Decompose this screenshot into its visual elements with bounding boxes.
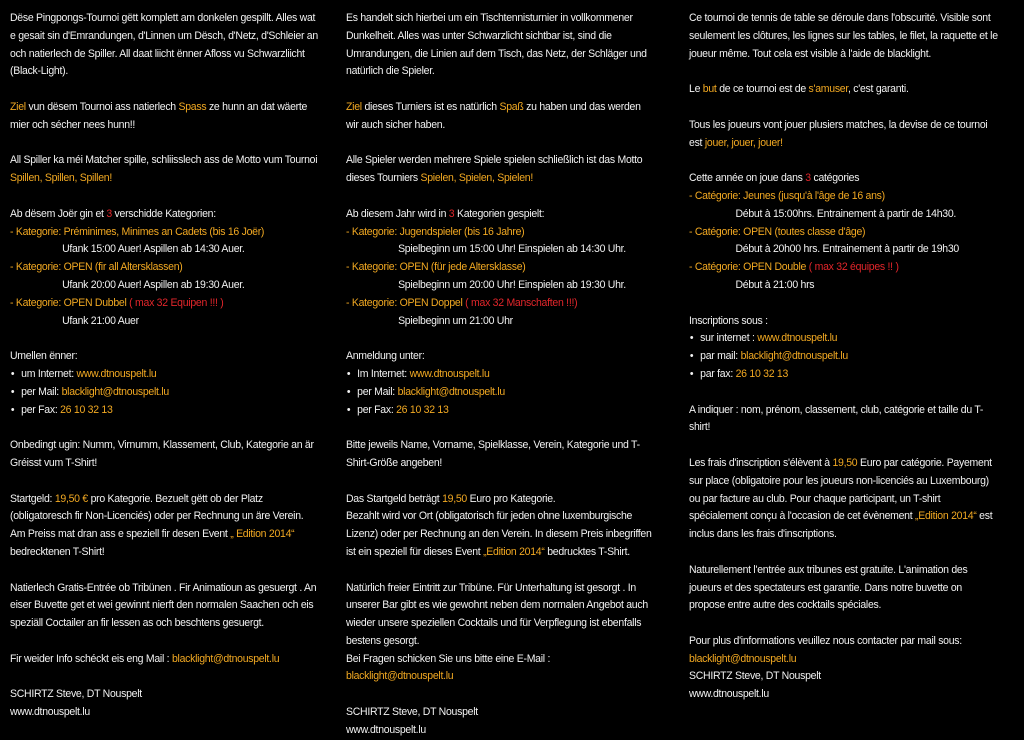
fee-text: Les frais d'inscription s'élèvent à 19,50 Euro par catégorie. Payement sur place (obligatoire pour les joueurs non-licenciés au Luxembourg) ou par facture au club. Pour chaque participant, un T-shirt spécialement conçu à l'occasion de cet évènement „Edition 2014“ est inclus dans les frais d'inscriptions.	[689, 456, 993, 541]
column-german	[346, 10, 655, 740]
signature: SCHIRTZ Steve, DT Nouspelt	[689, 670, 821, 683]
list-item: • per Fax: 26 10 32 13	[346, 402, 655, 420]
email-link[interactable]: blacklight@dtnouspelt.lu	[171, 652, 280, 665]
website-text[interactable]: www.dtnouspelt.lu	[346, 723, 426, 736]
required-info-text: Onbedingt ugin: Numm, Virnumm, Klassement, Club, Kategorie an är Gréisst vum T-Shirt!	[10, 439, 314, 469]
intro-text: Es handelt sich hierbei um ein Tischtennisturnier in vollkommener Dunkelheit. Alles was unter Schwarzlicht sichtbar ist, sind die Umrandungen, die Linien auf dem Tisch, das Netz, der Schläger und natürlich die Spieler.	[346, 12, 647, 78]
email-link[interactable]: blacklight@dtnouspelt.lu	[397, 385, 505, 398]
required-info-text: Bitte jeweils Name, Vorname, Spielklasse, Verein, Kategorie und T-Shirt-Größe angeben!	[346, 439, 640, 469]
category-1-time: Début à 15:00hrs. Entrainement à partir de 14h30.	[735, 207, 957, 220]
signature: SCHIRTZ Steve, DT Nouspelt	[346, 706, 478, 719]
fax-number: 26 10 32 13	[396, 403, 449, 416]
motto-text: Alle Spieler werden mehrere Spiele spielen schließlich ist das Motto dieses Tourniers Spielen, Spielen, Spielen!	[346, 154, 643, 185]
category-1-time: Spielbeginn um 15:00 Uhr! Einspielen ab 14:30 Uhr.	[398, 243, 626, 256]
list-item: • sur internet : www.dtnouspelt.lu	[689, 330, 998, 348]
registration-list	[689, 330, 998, 383]
categories-heading: Ab diesem Jahr wird in 3 Kategorien gespielt:	[346, 207, 545, 220]
intro-text: Ce tournoi de tennis de table se déroule dans l'obscurité. Visible sont seulement les clôtures, les lignes sur les tables, le filet, la raquette et le joueur même. Tout cela est visible à l'aide de blacklight.	[689, 12, 998, 60]
website-link[interactable]: www.dtnouspelt.lu	[757, 332, 838, 345]
fax-number: 26 10 32 13	[735, 367, 789, 380]
website-text[interactable]: www.dtnouspelt.lu	[689, 688, 769, 701]
goal-text: Ziel vun dësem Tournoi ass natierlech Spass ze hunn an dat wäerte mier och sécher nees hunn!!	[10, 100, 308, 131]
registration-list	[10, 366, 319, 419]
fax-number: 26 10 32 13	[60, 403, 113, 416]
category-2-time: Spielbeginn um 20:00 Uhr! Einspielen ab 19:30 Uhr.	[398, 278, 626, 291]
list-item: • per Mail: blacklight@dtnouspelt.lu	[346, 384, 655, 402]
motto-text: Tous les joueurs vont jouer plusiers matches, la devise de ce tournoi est jouer, jouer, jouer!	[689, 118, 988, 149]
category-2: - Kategorie: OPEN (fir all Altersklassen)	[10, 261, 183, 274]
category-3-time: Ufank 21:00 Auer	[62, 314, 139, 327]
category-2-time: Ufank 20:00 Auer! Aspillen ab 19:30 Auer.	[62, 278, 245, 291]
free-entry-text: Natierlech Gratis-Entrée ob Tribünen . Fir Animatioun as gesuergt . An eiser Buvette get et wei gewinnt nierft den normalen Saachen och eis speziäll Coctailer an fir lessen as och beschtens gesuergt.	[10, 581, 317, 630]
list-item: • par mail: blacklight@dtnouspelt.lu	[689, 348, 998, 366]
list-item: • Im Internet: www.dtnouspelt.lu	[346, 366, 655, 384]
list-item: • per Mail: blacklight@dtnouspelt.lu	[10, 384, 319, 402]
registration-heading: Anmeldung unter:	[346, 350, 425, 363]
column-french	[689, 10, 998, 704]
category-3-time: Spielbeginn um 21:00 Uhr	[398, 314, 513, 327]
registration-heading: Inscriptions sous :	[689, 314, 768, 327]
contact-text: Pour plus d'informations veuillez nous contacter par mail sous:	[689, 634, 962, 647]
registration-heading: Umellen ënner:	[10, 350, 78, 363]
contact-text: Bei Fragen schicken Sie uns bitte eine E-Mail : blacklight@dtnouspelt.lu	[346, 652, 551, 683]
website-text[interactable]: www.dtnouspelt.lu	[10, 706, 90, 719]
list-item: • par fax: 26 10 32 13	[689, 366, 998, 384]
fee-text: Startgeld: 19,50 € pro Kategorie. Bezuelt gëtt ob der Platz (obligatoresch fir Non-Licenciés) oder per Rechnung un äre Verein. Am Preiss mat dran ass e speziell fir desen Event „ Edition 2014“ bedrecktenen T-Shirt!	[10, 492, 304, 558]
category-3: - Catégorie: OPEN Double ( max 32 équipes !! )	[689, 261, 899, 274]
category-2: - Kategorie: OPEN (für jede Altersklasse)	[346, 261, 526, 274]
category-1: - Kategorie: Préminimes, Minimes an Cadets (bis 16 Joër)	[10, 225, 265, 238]
email-link[interactable]: blacklight@dtnouspelt.lu	[689, 652, 797, 665]
website-link[interactable]: www.dtnouspelt.lu	[76, 367, 157, 380]
category-2: - Catégorie: OPEN (toutes classe d'âge)	[689, 225, 866, 238]
column-luxembourgish	[10, 10, 319, 722]
category-1-time: Ufank 15:00 Auer! Aspillen ab 14:30 Auer.	[62, 243, 245, 256]
contact-text: Fir weider Info schéckt eis eng Mail : blacklight@dtnouspelt.lu	[10, 652, 280, 665]
categories-heading: Ab dësem Joër gin et 3 verschidde Kategorien:	[10, 207, 216, 220]
category-3-time: Début à 21:00 hrs	[735, 278, 815, 291]
required-info-text: A indiquer : nom, prénom, classement, club, catégorie et taille du T-shirt!	[689, 403, 984, 434]
free-entry-text: Naturellement l'entrée aux tribunes est gratuite. L'animation des joueurs et des spectateurs est garantie. Dans notre buvette on propose entre autre des cocktails spéciales.	[689, 563, 968, 612]
signature: SCHIRTZ Steve, DT Nouspelt	[10, 688, 142, 701]
list-item: • um Internet: www.dtnouspelt.lu	[10, 366, 319, 384]
category-3: - Kategorie: OPEN Doppel ( max 32 Manschaften !!!)	[346, 296, 578, 309]
category-1: - Kategorie: Jugendspieler (bis 16 Jahre)	[346, 225, 525, 238]
goal-text: Ziel dieses Turniers ist es natürlich Spaß zu haben und das werden wir auch sicher haben.	[346, 100, 641, 131]
registration-list	[346, 366, 655, 419]
free-entry-text: Natürlich freier Eintritt zur Tribüne. Für Unterhaltung ist gesorgt . In unserer Bar gibt es wie gewohnt neben dem normalen Angebot auch wieder unsere speziellen Cocktails und für Verpflegung ist ebenfalls bestens gesorgt.	[346, 581, 648, 647]
category-3: - Kategorie: OPEN Dubbel ( max 32 Equipen !!! )	[10, 296, 224, 309]
categories-heading: Cette année on joue dans 3 catégories	[689, 172, 860, 185]
category-2-time: Début à 20h00 hrs. Entrainement à partir de 19h30	[735, 243, 959, 256]
intro-text: Dëse Pingpongs-Tournoi gëtt komplett am donkelen gespillt. Alles wat e gesait sin d'Emrandungen, d'Linnen um Dësch, d'Netz, d'Schleier an och natierlech de Spiller. All daat liicht ënner Afloss vu Schwarzliicht (Black-Light).	[10, 12, 318, 78]
goal-text: Le but de ce tournoi est de s'amuser, c'est garanti.	[689, 83, 909, 96]
list-item: • per Fax: 26 10 32 13	[10, 402, 319, 420]
fee-text: Das Startgeld beträgt 19,50 Euro pro Kategorie. Bezahlt wird vor Ort (obligatorisch für jeden ohne luxemburgische Lizenz) oder per Rechnung an den Verein. In diesem Preis inbegriffen ist ein speziell für dieses Event „Edition 2014“ bedrucktes T-Shirt.	[346, 492, 652, 558]
motto-text: All Spiller ka méi Matcher spille, schliisslech ass de Motto vum Tournoi Spillen, Spillen, Spillen!	[10, 154, 318, 185]
email-link[interactable]: blacklight@dtnouspelt.lu	[740, 350, 848, 363]
website-link[interactable]: www.dtnouspelt.lu	[409, 367, 490, 380]
email-link[interactable]: blacklight@dtnouspelt.lu	[61, 385, 169, 398]
email-link[interactable]: blacklight@dtnouspelt.lu	[346, 670, 454, 683]
category-1: - Catégorie: Jeunes (jusqu'à l'âge de 16 ans)	[689, 189, 885, 202]
